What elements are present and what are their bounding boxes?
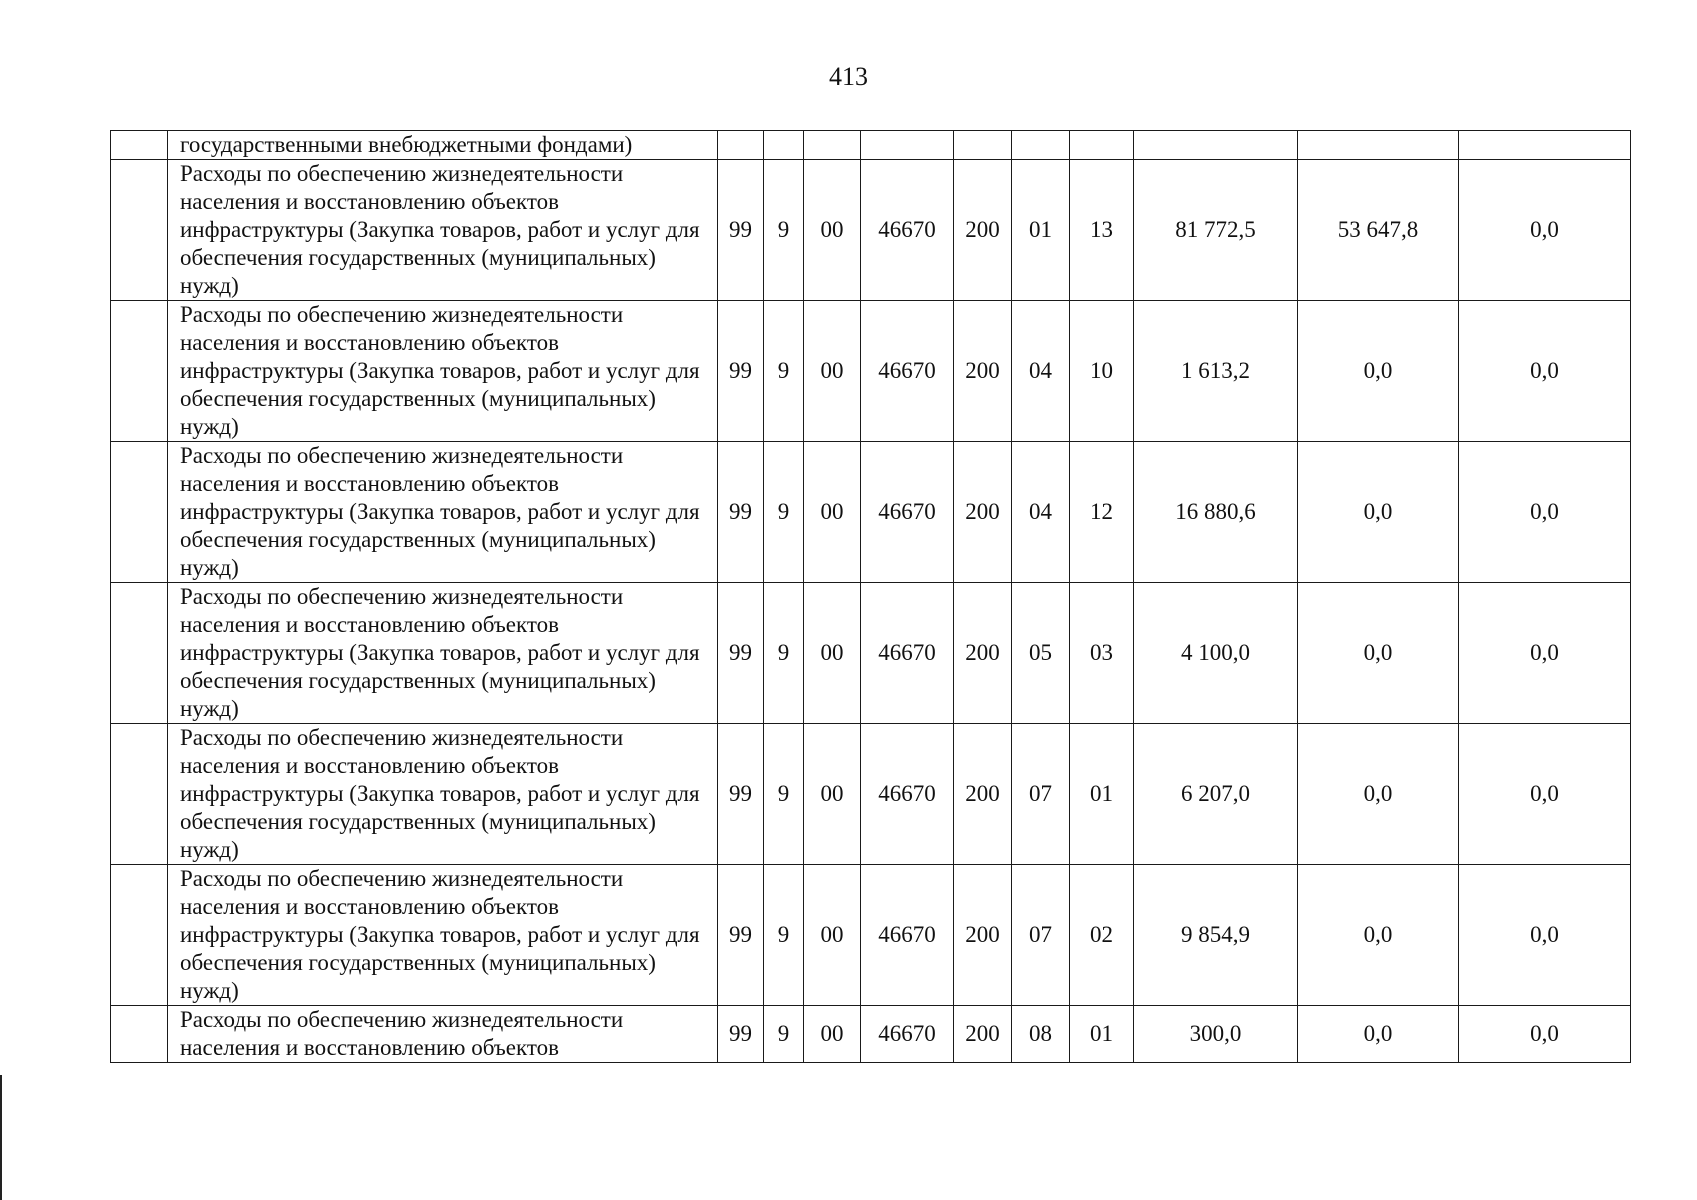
code-cell: 01 — [1070, 1006, 1134, 1063]
description-cell: Расходы по обеспечению жизнедеятельности населения и восстановлению объектов инфраструктуры (Закупка товаров, работ и услуг для обеспечения государственных (муниципальных) нужд) — [168, 301, 718, 442]
code-cell: 9 — [764, 301, 804, 442]
code-cell: 00 — [804, 301, 861, 442]
amount-cell: 0,0 — [1298, 724, 1459, 865]
code-cell: 00 — [804, 1006, 861, 1063]
amount-cell: 0,0 — [1298, 865, 1459, 1006]
code-cell: 99 — [718, 583, 764, 724]
code-cell: 07 — [1012, 865, 1070, 1006]
code-cell: 99 — [718, 724, 764, 865]
code-cell: 99 — [718, 160, 764, 301]
code-cell: 200 — [954, 724, 1012, 865]
amount-cell: 0,0 — [1459, 865, 1631, 1006]
code-cell: 00 — [804, 724, 861, 865]
table-row — [111, 865, 1631, 1006]
code-cell: 200 — [954, 865, 1012, 1006]
code-cell — [804, 131, 861, 160]
code-cell: 04 — [1012, 301, 1070, 442]
code-cell: 99 — [718, 1006, 764, 1063]
code-cell: 00 — [804, 865, 861, 1006]
amount-cell: 6 207,0 — [1134, 724, 1298, 865]
amount-cell: 0,0 — [1298, 583, 1459, 724]
amount-cell: 0,0 — [1298, 442, 1459, 583]
amount-cell: 53 647,8 — [1298, 160, 1459, 301]
table-row — [111, 1006, 1631, 1063]
code-cell: 200 — [954, 160, 1012, 301]
table-row — [111, 131, 1631, 160]
description-cell: Расходы по обеспечению жизнедеятельности населения и восстановлению объектов инфраструктуры (Закупка товаров, работ и услуг для обеспечения государственных (муниципальных) нужд) — [168, 442, 718, 583]
code-cell: 9 — [764, 1006, 804, 1063]
page-number: 413 — [829, 62, 868, 91]
code-cell: 01 — [1012, 160, 1070, 301]
amount-cell: 0,0 — [1459, 1006, 1631, 1063]
code-cell: 46670 — [861, 442, 954, 583]
row-number-cell — [111, 442, 168, 583]
code-cell: 02 — [1070, 865, 1134, 1006]
code-cell — [1012, 131, 1070, 160]
amount-cell: 16 880,6 — [1134, 442, 1298, 583]
table-row — [111, 301, 1631, 442]
row-number-cell — [111, 160, 168, 301]
description-cell: государственными внебюджетными фондами) — [168, 131, 718, 160]
amount-cell: 1 613,2 — [1134, 301, 1298, 442]
code-cell: 99 — [718, 301, 764, 442]
amount-cell: 9 854,9 — [1134, 865, 1298, 1006]
code-cell: 9 — [764, 160, 804, 301]
row-number-cell — [111, 865, 168, 1006]
amount-cell: 0,0 — [1298, 1006, 1459, 1063]
amount-cell — [1134, 131, 1298, 160]
code-cell: 46670 — [861, 583, 954, 724]
description-cell: Расходы по обеспечению жизнедеятельности населения и восстановлению объектов инфраструктуры (Закупка товаров, работ и услуг для обеспечения государственных (муниципальных) нужд) — [168, 724, 718, 865]
code-cell: 08 — [1012, 1006, 1070, 1063]
code-cell: 9 — [764, 583, 804, 724]
code-cell: 9 — [764, 442, 804, 583]
budget-table — [110, 130, 1631, 1063]
table-row — [111, 724, 1631, 865]
code-cell: 200 — [954, 442, 1012, 583]
description-cell: Расходы по обеспечению жизнедеятельности населения и восстановлению объектов — [168, 1006, 718, 1063]
amount-cell: 0,0 — [1298, 301, 1459, 442]
amount-cell — [1298, 131, 1459, 160]
amount-cell: 0,0 — [1459, 301, 1631, 442]
row-number-cell — [111, 583, 168, 724]
code-cell — [764, 131, 804, 160]
code-cell: 9 — [764, 724, 804, 865]
code-cell: 03 — [1070, 583, 1134, 724]
code-cell: 00 — [804, 442, 861, 583]
code-cell: 46670 — [861, 865, 954, 1006]
code-cell — [954, 131, 1012, 160]
table-row — [111, 442, 1631, 583]
amount-cell: 0,0 — [1459, 724, 1631, 865]
amount-cell — [1459, 131, 1631, 160]
code-cell: 01 — [1070, 724, 1134, 865]
code-cell: 05 — [1012, 583, 1070, 724]
description-cell: Расходы по обеспечению жизнедеятельности населения и восстановлению объектов инфраструктуры (Закупка товаров, работ и услуг для обеспечения государственных (муниципальных) нужд) — [168, 583, 718, 724]
code-cell: 04 — [1012, 442, 1070, 583]
code-cell: 200 — [954, 583, 1012, 724]
row-number-cell — [111, 131, 168, 160]
code-cell: 9 — [764, 865, 804, 1006]
table-row — [111, 583, 1631, 724]
code-cell — [861, 131, 954, 160]
code-cell — [718, 131, 764, 160]
code-cell: 46670 — [861, 724, 954, 865]
code-cell: 99 — [718, 442, 764, 583]
description-cell: Расходы по обеспечению жизнедеятельности населения и восстановлению объектов инфраструктуры (Закупка товаров, работ и услуг для обеспечения государственных (муниципальных) нужд) — [168, 865, 718, 1006]
row-number-cell — [111, 301, 168, 442]
amount-cell: 0,0 — [1459, 442, 1631, 583]
amount-cell: 4 100,0 — [1134, 583, 1298, 724]
code-cell: 10 — [1070, 301, 1134, 442]
row-number-cell — [111, 724, 168, 865]
row-number-cell — [111, 1006, 168, 1063]
code-cell: 13 — [1070, 160, 1134, 301]
code-cell: 46670 — [861, 160, 954, 301]
code-cell: 200 — [954, 301, 1012, 442]
amount-cell: 0,0 — [1459, 583, 1631, 724]
amount-cell: 300,0 — [1134, 1006, 1298, 1063]
description-cell: Расходы по обеспечению жизнедеятельности населения и восстановлению объектов инфраструктуры (Закупка товаров, работ и услуг для обеспечения государственных (муниципальных) нужд) — [168, 160, 718, 301]
code-cell: 46670 — [861, 1006, 954, 1063]
code-cell — [1070, 131, 1134, 160]
code-cell: 12 — [1070, 442, 1134, 583]
amount-cell: 81 772,5 — [1134, 160, 1298, 301]
code-cell: 00 — [804, 160, 861, 301]
code-cell: 99 — [718, 865, 764, 1006]
code-cell: 200 — [954, 1006, 1012, 1063]
scan-margin-line — [0, 1075, 2, 1200]
amount-cell: 0,0 — [1459, 160, 1631, 301]
code-cell: 07 — [1012, 724, 1070, 865]
code-cell: 46670 — [861, 301, 954, 442]
table-row — [111, 160, 1631, 301]
code-cell: 00 — [804, 583, 861, 724]
